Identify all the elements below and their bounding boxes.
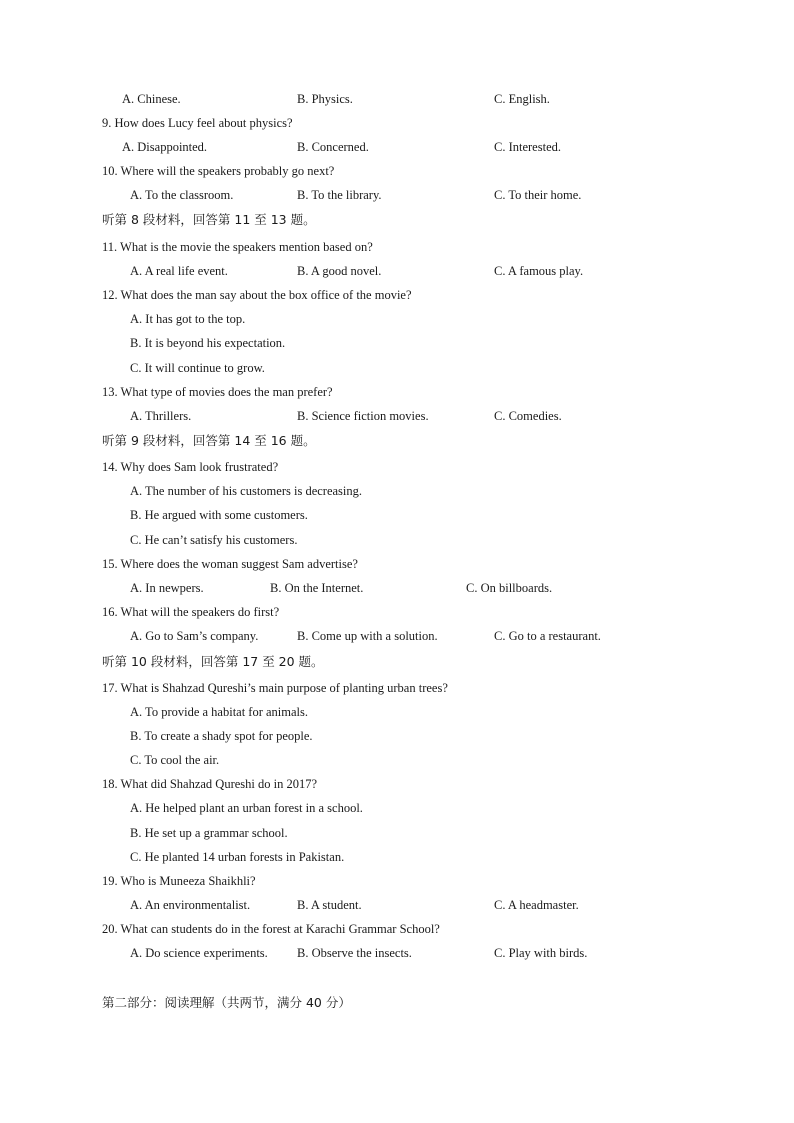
q10-option-b: B. To the library. [297, 188, 382, 202]
q18-option-c: C. He planted 14 urban forests in Pakistan. [130, 850, 345, 864]
q10-stem: 10. Where will the speakers probably go next? [102, 164, 335, 178]
q13-option-a: A. Thrillers. [130, 409, 192, 423]
q9-option-c: C. Interested. [494, 140, 561, 154]
q15-option-b: B. On the Internet. [270, 581, 364, 595]
part-2-heading: 第二部分：阅读理解（共两节，满分 40 分） [102, 995, 351, 1010]
q16-option-b: B. Come up with a solution. [297, 629, 438, 643]
q12-option-a: A. It has got to the top. [130, 312, 246, 326]
q9-option-a: A. Disappointed. [122, 140, 208, 154]
q12-option-c: C. It will continue to grow. [130, 361, 265, 375]
section-9-instruction: 听第 9 段材料，回答第 14 至 16 题。 [102, 433, 316, 448]
q17-option-b: B. To create a shady spot for people. [130, 729, 313, 743]
q20-stem: 20. What can students do in the forest at Karachi Grammar School? [102, 922, 440, 936]
q17-stem: 17. What is Shahzad Qureshi’s main purpose of planting urban trees? [102, 681, 448, 695]
section-8-instruction: 听第 8 段材料，回答第 11 至 13 题。 [102, 212, 316, 227]
q8-option-c: C. English. [494, 92, 550, 106]
q11-option-a: A. A real life event. [130, 264, 228, 278]
q16-stem: 16. What will the speakers do first? [102, 605, 280, 619]
q12-option-b: B. It is beyond his expectation. [130, 336, 286, 350]
q14-option-c: C. He can’t satisfy his customers. [130, 533, 298, 547]
q10-option-a: A. To the classroom. [130, 188, 234, 202]
q19-stem: 19. Who is Muneeza Shaikhli? [102, 874, 256, 888]
q8-option-a: A. Chinese. [122, 92, 181, 106]
q16-option-a: A. Go to Sam’s company. [130, 629, 259, 643]
q13-stem: 13. What type of movies does the man prefer? [102, 385, 333, 399]
q14-option-a: A. The number of his customers is decreasing. [130, 484, 363, 498]
q12-stem: 12. What does the man say about the box office of the movie? [102, 288, 412, 302]
q19-option-c: C. A headmaster. [494, 898, 579, 912]
q9-stem: 9. How does Lucy feel about physics? [102, 116, 293, 130]
q8-option-b: B. Physics. [297, 92, 353, 106]
q10-option-c: C. To their home. [494, 188, 582, 202]
q14-stem: 14. Why does Sam look frustrated? [102, 460, 279, 474]
q11-option-c: C. A famous play. [494, 264, 584, 278]
q13-option-c: C. Comedies. [494, 409, 562, 423]
q15-stem: 15. Where does the woman suggest Sam advertise? [102, 557, 358, 571]
q9-option-b: B. Concerned. [297, 140, 369, 154]
q15-option-a: A. In newpers. [130, 581, 204, 595]
q20-option-a: A. Do science experiments. [130, 946, 268, 960]
q17-option-c: C. To cool the air. [130, 753, 220, 767]
q17-option-a: A. To provide a habitat for animals. [130, 705, 309, 719]
section-10-instruction: 听第 10 段材料，回答第 17 至 20 题。 [102, 654, 324, 669]
q11-stem: 11. What is the movie the speakers mention based on? [102, 240, 373, 254]
q16-option-c: C. Go to a restaurant. [494, 629, 601, 643]
q18-option-b: B. He set up a grammar school. [130, 826, 288, 840]
q19-option-a: A. An environmentalist. [130, 898, 251, 912]
q14-option-b: B. He argued with some customers. [130, 508, 308, 522]
q18-stem: 18. What did Shahzad Qureshi do in 2017? [102, 777, 318, 791]
q19-option-b: B. A student. [297, 898, 362, 912]
q15-option-c: C. On billboards. [466, 581, 553, 595]
q20-option-b: B. Observe the insects. [297, 946, 412, 960]
q13-option-b: B. Science fiction movies. [297, 409, 429, 423]
q18-option-a: A. He helped plant an urban forest in a school. [130, 801, 363, 815]
q20-option-c: C. Play with birds. [494, 946, 588, 960]
q11-option-b: B. A good novel. [297, 264, 382, 278]
